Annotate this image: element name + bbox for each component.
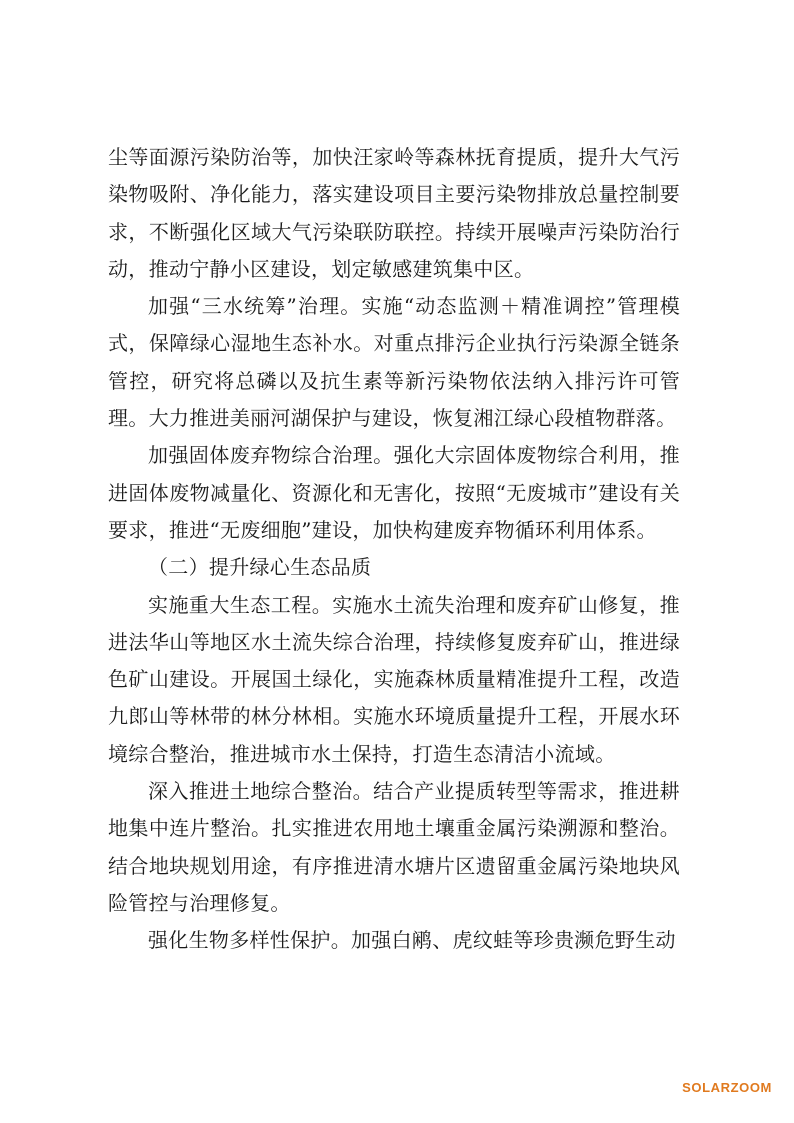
paragraph-continued: 尘等面源污染防治等，加快汪家岭等森林抚育提质，提升大气污染物吸附、净化能力，落实建设项目主要污染物排放总量控制要求，不断强化区域大气污染联防联控。持续开展噪声污染防治行动，推动宁静小区建设，划定敏感建筑集中区。 [108, 145, 680, 281]
paragraph-water-governance: 加强“三水统筹”治理。实施“动态监测＋精准调控”管理模式，保障绿心湿地生态补水。对重点排污企业执行污染源全链条管控，研究将总磷以及抗生素等新污染物依法纳入排污许可管理。大力推进美丽河湖保护与建设，恢复湘江绿心段植物群落。 [108, 294, 680, 431]
section-heading: （二）提升绿心生态品质 [148, 555, 372, 580]
paragraph-ecological-projects: 实施重大生态工程。实施水土流失治理和废弃矿山修复，推进法华山等地区水土流失综合治理，持续修复废弃矿山，推进绿色矿山建设。开展国土绿化，实施森林质量精准提升工程，改造九郎山等林带的林分林相。实施水环境质量提升工程，开展水环境综合整治，推进城市水土保持，打造生态清洁小流域。 [108, 592, 680, 766]
document-body [108, 139, 680, 960]
paragraph-biodiversity: 强化生物多样性保护。加强白鹇、虎纹蛙等珍贵濒危野生动 [148, 928, 676, 953]
paragraph-solid-waste: 加强固体废弃物综合治理。强化大宗固体废物综合利用，推进固体废物减量化、资源化和无害化，按照“无废城市”建设有关要求，推进“无废细胞”建设，加快构建废弃物循环利用体系。 [108, 443, 680, 542]
paragraph-land-remediation: 深入推进土地综合整治。结合产业提质转型等需求，推进耕地集中连片整治。扎实推进农用地土壤重金属污染溯源和整治。结合地块规划用途，有序推进清水塘片区遗留重金属污染地块风险管控与治理修复。 [108, 779, 680, 915]
watermark-logo: SOLARZOOM [682, 1080, 772, 1095]
